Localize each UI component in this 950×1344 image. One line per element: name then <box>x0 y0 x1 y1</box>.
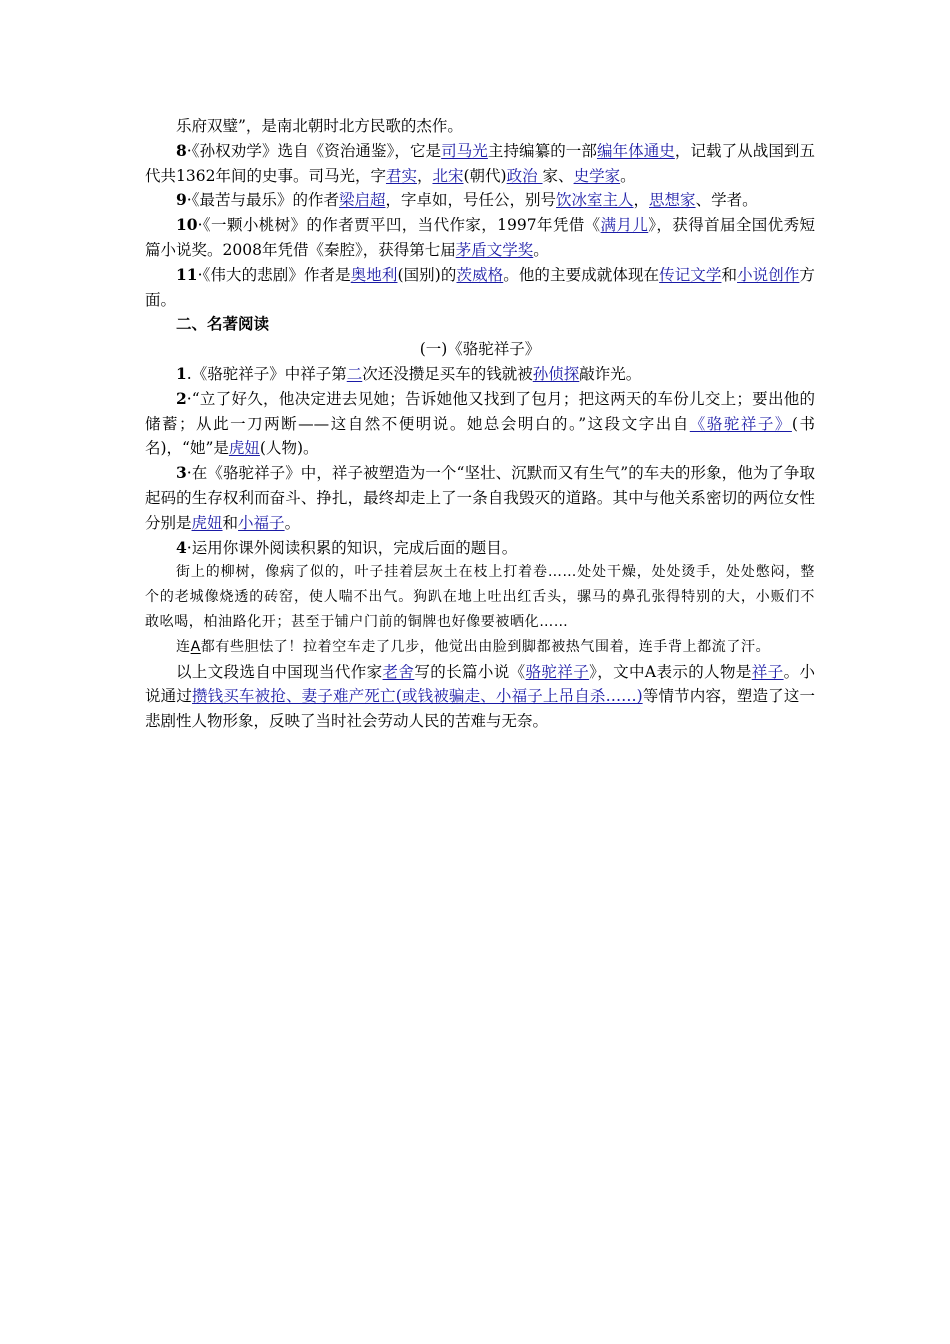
question-text: (国别)的 <box>397 265 457 284</box>
answer-alias: 饮冰室主人 <box>556 191 634 210</box>
question-number: 11 <box>176 264 198 284</box>
answer-politician: 政治 <box>506 166 543 185</box>
question-text: 。 <box>533 240 549 259</box>
question-text: (朝代) <box>463 166 507 185</box>
question-text: 家、 <box>542 166 574 185</box>
intro-line <box>145 114 815 139</box>
answer-xiangzi: 祥子 <box>751 662 784 681</box>
question-number: 1 <box>176 363 187 383</box>
final-question <box>145 660 815 734</box>
question-number: 8 <box>176 140 187 160</box>
reading-question-1 <box>145 362 815 387</box>
reading-question-4 <box>145 536 815 561</box>
answer-historian: 史学家 <box>573 166 621 185</box>
question-text: ·《伟大的悲剧》作者是 <box>197 265 351 284</box>
question-text: 主持编纂的一部 <box>487 141 597 160</box>
excerpt-placeholder-a: A <box>190 638 201 655</box>
question-text: 等情节内容，塑造了这一悲剧性人物形象，反映了当时社会劳动人民的苦难与无奈。 <box>145 687 815 731</box>
excerpt-paragraph-1: 街上的柳树，像病了似的，叶子挂着层灰土在枝上打着卷……处处干燥，处处烫手，处处憋闷，整个的老城像烧透的砖窑，使人喘不出气。狗趴在地上吐出红舌头，骡马的鼻孔张得特别的大，小贩们不敢吆喝，柏油路化开；甚至于铺户门前的铜牌也好像要被晒化…… <box>145 564 815 630</box>
answer-dynasty: 北宋 <box>432 166 464 185</box>
question-text: ， <box>633 191 650 210</box>
question-number: 4 <box>176 537 187 557</box>
question-text: 》，文中A表示的人物是 <box>589 662 752 681</box>
question-text: ·《最苦与最乐》的作者 <box>186 191 339 210</box>
question-8 <box>145 139 815 189</box>
answer-mao-dun-prize: 茅盾文学奖 <box>455 240 534 259</box>
answer-courtesy-name: 君实 <box>385 166 417 185</box>
answer-second: 二 <box>346 364 363 383</box>
answer-detective-sun: 孙侦探 <box>532 364 580 383</box>
answer-plot-events: 攒钱买车被抢、妻子难产死亡(或钱被骗走、小福子上吊自杀……) <box>192 687 643 706</box>
answer-huniu: 虎妞 <box>228 439 260 458</box>
question-number: 10 <box>176 215 198 235</box>
question-text: 、学者。 <box>695 191 758 210</box>
question-number: 2 <box>176 388 187 408</box>
excerpt-text: 都有些胆怯了！拉着空车走了几步，他觉出由脸到脚都被热气围着，连手背上都流了汗。 <box>200 638 771 655</box>
question-text: 方面。 <box>145 265 815 309</box>
question-text: 。他的主要成就体现在 <box>503 265 660 284</box>
reading-question-3 <box>145 461 815 535</box>
answer-chronicle: 编年体通史 <box>596 141 675 160</box>
question-text: 。 <box>284 513 301 532</box>
answer-lao-she: 老舍 <box>382 662 415 681</box>
question-text: ·在《骆驼祥子》中，祥子被塑造为一个“坚壮、沉默而又有生气”的车夫的形象，他为了争取起码的生存权利而奋斗、挣扎，最终却走上了一条自我毁灭的道路。其中与他关系密切的两位女性分别是 <box>145 464 815 532</box>
question-text: ·“立了好久，他决定进去见她；告诉她他又找到了包月；把这两天的车份儿交上；要出他的储蓄；从此一刀两断——这自然不便明说。她总会明白的。”这段文字出自 <box>145 389 815 433</box>
question-10 <box>145 213 815 263</box>
question-text: 和 <box>721 265 738 284</box>
reading-question-2 <box>145 387 815 461</box>
question-text: 写的长篇小说《 <box>414 662 526 681</box>
subsection-heading: (一)《骆驼祥子》 <box>419 340 541 359</box>
question-text: 》，获得首届全国优秀短篇小说奖。2008年凭借《秦腔》，获得第七届 <box>145 216 815 259</box>
question-text: 次还没攒足买车的钱就被 <box>362 364 533 383</box>
document-content <box>145 114 815 734</box>
question-text: ，记载了从战国到五代共1362年间的史事。司马光，字 <box>145 141 815 185</box>
question-text: 。 <box>620 166 636 185</box>
question-text: (书名)，“她”是 <box>145 414 815 458</box>
question-text: ，字卓如，号任公，别号 <box>385 191 557 210</box>
answer-liang-qichao: 梁启超 <box>338 191 386 210</box>
excerpt-paragraph-2 <box>145 635 815 660</box>
answer-thinker: 思想家 <box>649 191 696 210</box>
question-text: 敲诈光。 <box>579 364 642 383</box>
excerpt-text: 连 <box>176 638 191 655</box>
answer-novel-title: 骆驼祥子 <box>525 662 590 681</box>
answer-huniu: 虎妞 <box>191 513 223 532</box>
question-11 <box>145 263 815 313</box>
question-text: 。小说通过 <box>145 662 815 706</box>
question-number: 3 <box>176 463 187 483</box>
question-number: 9 <box>176 190 187 210</box>
intro-text: 乐府双璧”，是南北朝时北方民歌的杰作。 <box>176 117 463 135</box>
answer-fiction: 小说创作 <box>737 265 800 284</box>
question-text: ， <box>416 166 433 185</box>
answer-biography: 传记文学 <box>659 265 722 284</box>
question-9 <box>145 188 815 213</box>
question-text: 以上文段选自中国现当代作家 <box>176 662 383 681</box>
section-heading: 二、名著阅读 <box>176 314 270 334</box>
answer-manyuer: 满月儿 <box>600 216 649 235</box>
question-text: ·《一颗小桃树》的作者贾平凹，当代作家，1997年凭借《 <box>197 216 601 235</box>
question-text: (人物)。 <box>259 439 319 458</box>
answer-xiaofuzi: 小福子 <box>238 513 285 532</box>
question-text: ·《孙权劝学》选自《资治通鉴》，它是 <box>186 141 442 160</box>
question-text: 和 <box>222 513 239 532</box>
question-text: .《骆驼祥子》中祥子第 <box>186 364 347 383</box>
answer-austria: 奥地利 <box>350 265 398 284</box>
answer-sima-guang: 司马光 <box>441 141 488 160</box>
question-text: ·运用你课外阅读积累的知识，完成后面的题目。 <box>186 538 518 557</box>
answer-book-title: 《骆驼祥子》 <box>689 414 792 433</box>
answer-zweig: 茨威格 <box>456 265 504 284</box>
